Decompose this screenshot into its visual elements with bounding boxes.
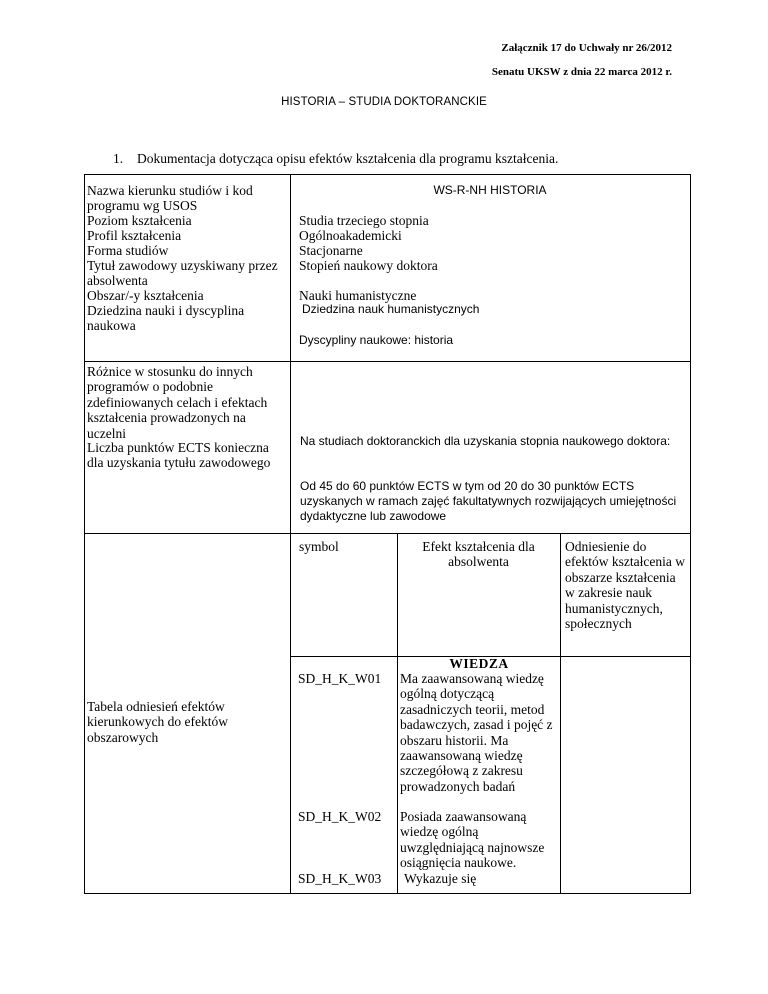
- document-title: HISTORIA – STUDIA DOKTORANCKIE: [281, 96, 487, 108]
- table-border-bottom: [84, 893, 691, 894]
- value-kierunek: WS-R-NH HISTORIA: [433, 183, 547, 197]
- table-border-right: [690, 174, 691, 894]
- section-number: 1.: [113, 151, 124, 166]
- label-roznice: Różnice w stosunku do innych programów o podobnie zdefiniowanych celach i efektach kształcenia prowadzonych na uczelni: [87, 364, 268, 441]
- effects-col-divider-1: [397, 533, 398, 893]
- table-column-divider: [290, 174, 291, 894]
- label-poziom: Poziom kształcenia: [87, 213, 192, 228]
- table-border-top: [84, 174, 691, 175]
- value-ects-1: Na studiach doktoranckich dla uzyskania stopnia naukowego doktora:: [300, 434, 671, 448]
- value-obszar: Nauki humanistyczne: [299, 288, 417, 303]
- effects-col-divider-2: [560, 533, 561, 893]
- label-obszar: Obszar/-y kształcenia: [87, 288, 204, 303]
- table-divider-2: [84, 533, 691, 534]
- value-dziedzina: Dziedzina nauk humanistycznych: [302, 302, 480, 316]
- effects-col-reference: Odniesienie do efektów kształcenia w obszarze kształcenia w zakresie nauk humanistycznych, społecznych: [565, 539, 685, 632]
- attachment-header: Załącznik 17 do Uchwały nr 26/2012: [501, 42, 672, 54]
- label-forma: Forma studiów: [87, 243, 169, 258]
- label-tytul: Tytuł zawodowy uzyskiwany przez absolwenta: [87, 258, 278, 289]
- section-text: Dokumentacja dotycząca opisu efektów kształcenia dla programu kształcenia.: [137, 151, 559, 166]
- senate-header: Senatu UKSW z dnia 22 marca 2012 r.: [491, 66, 672, 78]
- section-heading: [113, 151, 558, 167]
- effects-col-symbol: symbol: [299, 539, 339, 554]
- table-border-left: [84, 174, 85, 894]
- effect-symbol: SD_H_K_W02: [298, 809, 382, 824]
- effects-col-effect: Efekt kształcenia dla absolwenta: [422, 539, 535, 570]
- label-ects: Liczba punktów ECTS konieczna dla uzyskania tytułu zawodowego: [87, 440, 271, 471]
- effect-text: Posiada zaawansowaną wiedzę ogólną uwzględniającą najnowsze osiągnięcia naukowe.: [400, 809, 545, 871]
- label-dziedzina: Dziedzina nauki i dyscyplina naukowa: [87, 303, 245, 334]
- value-poziom: Studia trzeciego stopnia: [299, 213, 429, 228]
- value-tytul: Stopień naukowy doktora: [299, 258, 438, 273]
- label-tabela: Tabela odniesień efektów kierunkowych do efektów obszarowych: [87, 699, 228, 745]
- effect-symbol: SD_H_K_W03: [298, 871, 382, 886]
- label-profil: Profil kształcenia: [87, 228, 182, 243]
- value-dyscypliny: Dyscypliny naukowe: historia: [299, 333, 454, 347]
- effect-text: Ma zaawansowaną wiedzę ogólną dotyczącą zasadniczych teorii, metod badawczych, zasad i pojęć z obszaru historii. Ma zaawansowaną wiedzę szczegółową z zakresu prowadzonych badań: [400, 671, 553, 794]
- effect-text: Wykazuje się: [404, 871, 477, 886]
- value-profil: Ogólnoakademicki: [299, 228, 402, 243]
- value-ects-2: Od 45 do 60 punktów ECTS w tym od 20 do 30 punktów ECTS uzyskanych w ramach zajęć fakultatywnych rozwijających umiejętności dydaktyczne lub zawodowe: [300, 479, 677, 523]
- table-divider-1: [84, 361, 691, 362]
- effects-group-wiedza: WIEDZA: [449, 656, 509, 671]
- effect-symbol: SD_H_K_W01: [298, 671, 382, 686]
- label-kierunek: Nazwa kierunku studiów i kod programu wg USOS: [87, 183, 253, 214]
- value-forma: Stacjonarne: [299, 243, 363, 258]
